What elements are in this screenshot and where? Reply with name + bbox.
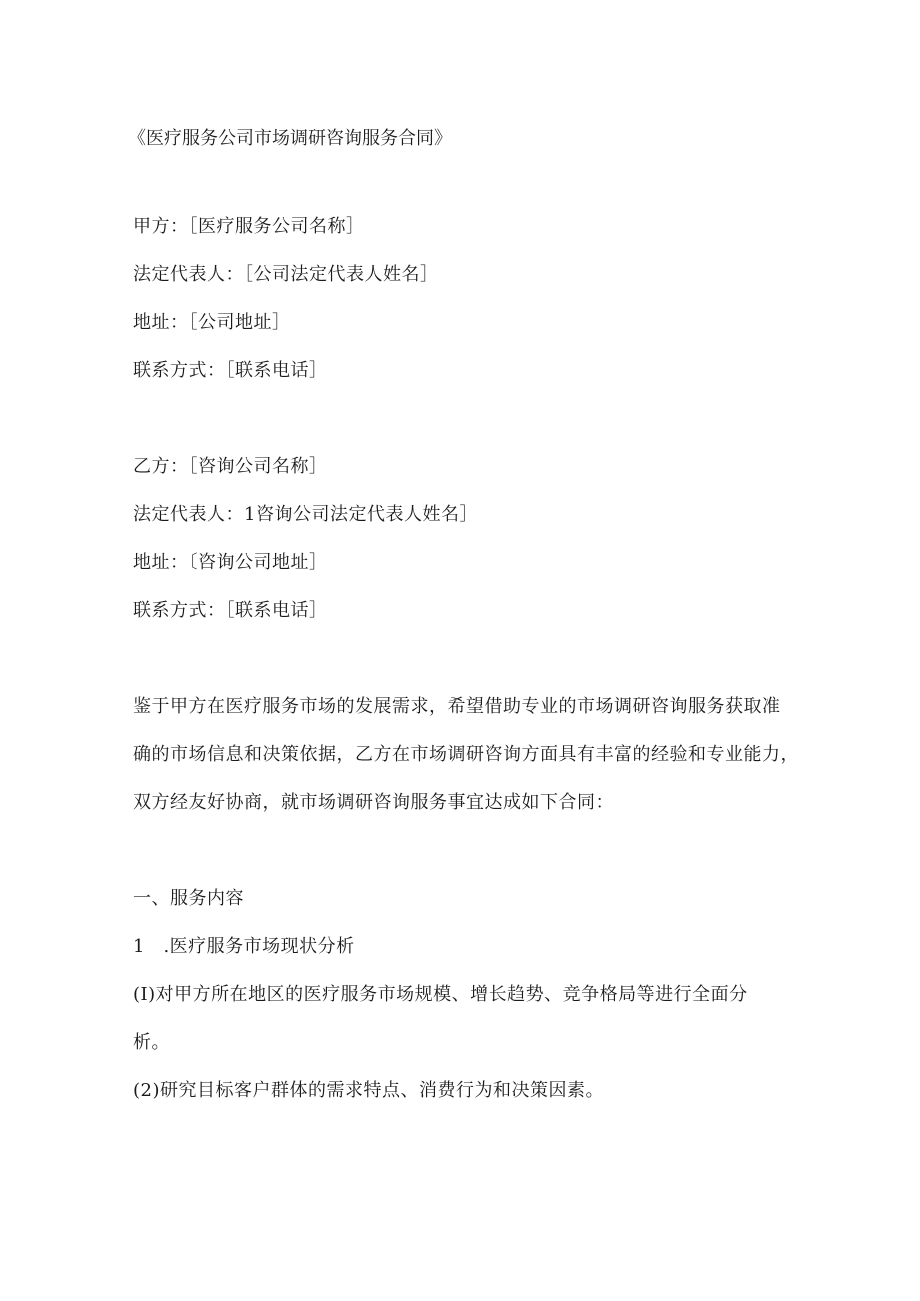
- party-a-contact: 联系方式：［联系电话］: [133, 360, 328, 381]
- party-b-name: 乙方：［咨询公司名称］: [133, 456, 328, 477]
- party-a-representative: 法定代表人：［公司法定代表人姓名］: [133, 264, 439, 285]
- preamble-line-1: 鉴于甲方在医疗服务市场的发展需求，希望借助专业的市场调研咨询服务获取准: [133, 696, 781, 717]
- point-1-line-2: 析。: [133, 1032, 170, 1053]
- point-2: (2)研究目标客户群体的需求特点、消费行为和决策因素。: [133, 1080, 604, 1101]
- party-a-name: 甲方：［医疗服务公司名称］: [133, 216, 365, 237]
- party-b-address: 地址：〔咨询公司地址］: [133, 552, 328, 573]
- preamble-line-2: 确的市场信息和决策依据，乙方在市场调研咨询方面具有丰富的经验和专业能力，: [133, 744, 799, 765]
- contract-title: 《医疗服务公司市场调研咨询服务合同》: [128, 128, 452, 149]
- item-market-status-analysis: 1 .医疗服务市场现状分析: [133, 936, 355, 957]
- preamble-line-3: 双方经友好协商，就市场调研咨询服务事宜达成如下合同：: [133, 792, 614, 813]
- party-a-address: 地址：［公司地址］: [133, 312, 291, 333]
- party-b-representative: 法定代表人：1咨询公司法定代表人姓名］: [133, 504, 478, 525]
- point-1-line-1: (I)对甲方所在地区的医疗服务市场规模、增长趋势、竞争格局等进行全面分: [133, 984, 748, 1005]
- party-b-contact: 联系方式：［联系电话］: [133, 600, 328, 621]
- section-heading-service-content: 一、服务内容: [133, 888, 244, 909]
